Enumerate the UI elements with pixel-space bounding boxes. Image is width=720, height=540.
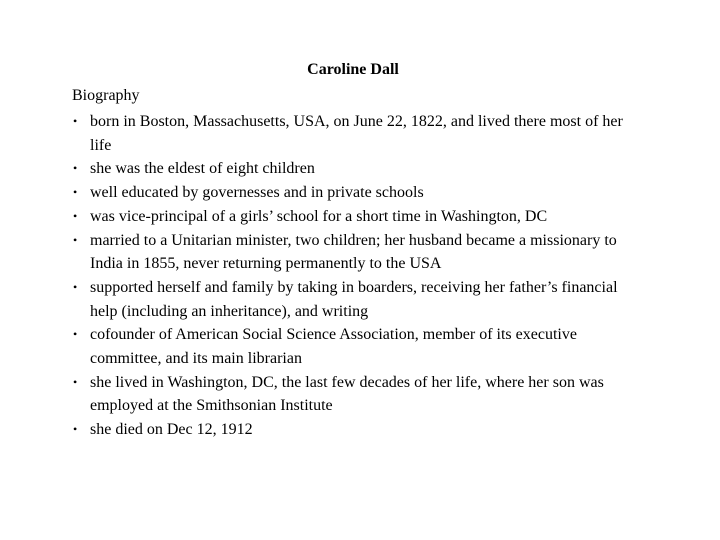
bullet-item — [72, 371, 632, 418]
bullet-list — [72, 110, 632, 442]
bullet-item — [72, 323, 632, 370]
bullet-marker-icon: • — [73, 279, 78, 294]
bullet-text: she was the eldest of eight children — [90, 160, 315, 178]
bullet-item — [72, 418, 632, 442]
bullet-text: she died on Dec 12, 1912 — [90, 421, 253, 439]
bullet-marker-icon: • — [73, 208, 78, 223]
slide-title: Caroline Dall — [307, 61, 399, 78]
bullet-item — [72, 181, 632, 205]
bullet-item — [72, 276, 632, 323]
section-heading: Biography — [72, 87, 140, 104]
bullet-marker-icon: • — [73, 422, 78, 437]
bullet-marker-icon: • — [73, 327, 78, 342]
bullet-marker-icon: • — [73, 374, 78, 389]
bullet-text: was vice-principal of a girls’ school for a short time in Washington, DC — [90, 207, 548, 225]
bullet-text: cofounder of American Social Science Association, member of its executive committee, and its main librarian — [90, 326, 577, 368]
bullet-text: well educated by governesses and in private schools — [90, 184, 424, 202]
bullet-text: supported herself and family by taking in boarders, receiving her father’s financial help (including an inheritance), and writing — [90, 278, 618, 320]
bullet-text: married to a Unitarian minister, two children; her husband became a missionary to India in 1855, never returning permanently to the USA — [90, 231, 617, 273]
bullet-text: born in Boston, Massachusetts, USA, on June 22, 1822, and lived there most of her life — [90, 113, 623, 154]
bullet-item — [72, 205, 632, 229]
bullet-item — [72, 157, 632, 181]
bullet-marker-icon: • — [73, 114, 78, 128]
bullet-item — [72, 110, 632, 157]
bullet-text: she lived in Washington, DC, the last few decades of her life, where her son was employed at the Smithsonian Institute — [90, 373, 604, 415]
bullet-item — [72, 229, 632, 276]
bullet-marker-icon: • — [73, 232, 78, 247]
bullet-marker-icon: • — [73, 161, 78, 176]
bullet-marker-icon: • — [73, 185, 78, 200]
